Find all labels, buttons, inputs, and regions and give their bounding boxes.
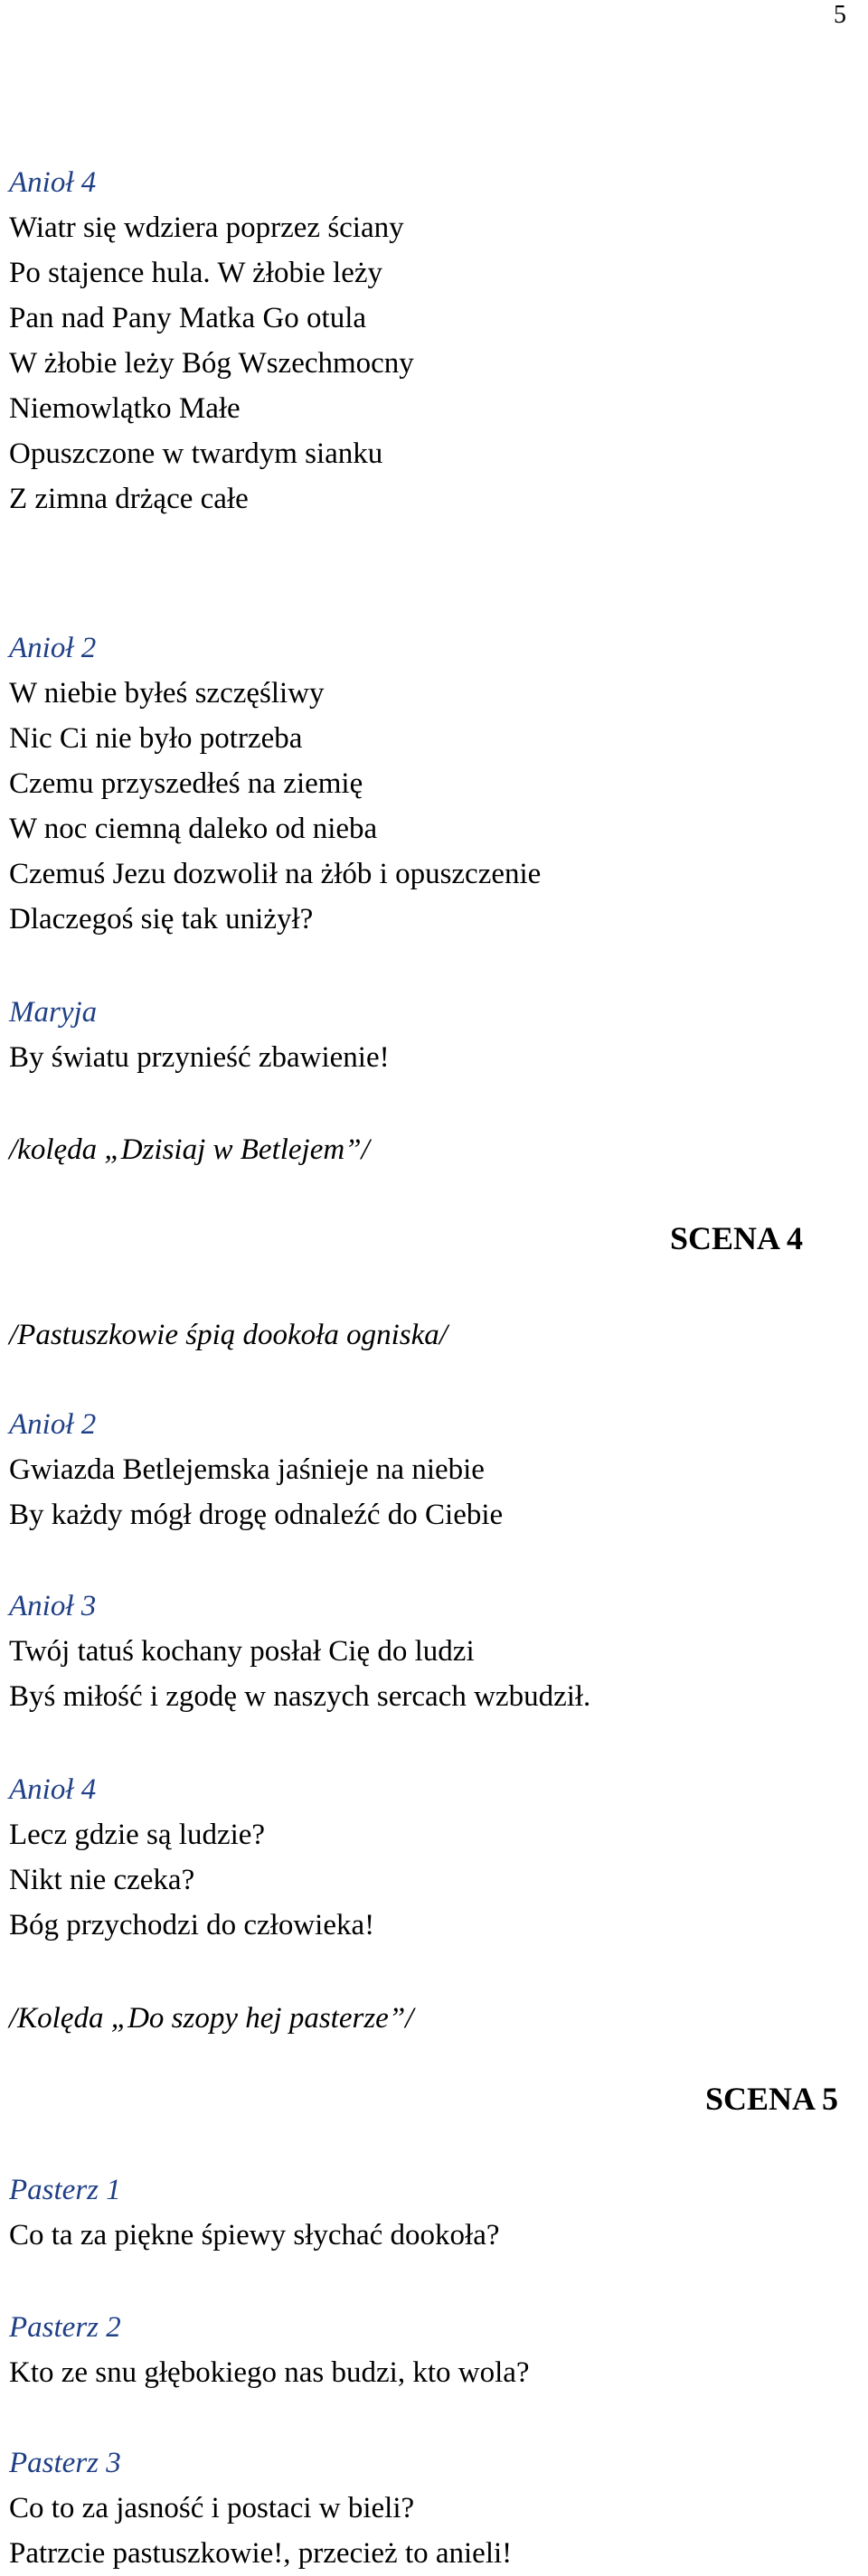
verse-line: Po stajence hula. W żłobie leży	[9, 257, 382, 289]
verse-line: Co ta za piękne śpiewy słychać dookoła?	[9, 2219, 500, 2252]
section-shepherd-1	[9, 2167, 859, 2258]
verse-line: W noc ciemną daleko od nieba	[9, 813, 378, 845]
verse-line: Patrzcie pastuszkowie!, przecież to anieli!	[9, 2537, 513, 2570]
speaker-name: Anioł 2	[9, 1408, 97, 1441]
carol-title: /Kolęda „Do szopy hej pasterze”/	[9, 2002, 414, 2035]
verse-line: Opuszczone w twardym sianku	[9, 437, 383, 470]
section-angel-2-heaven	[9, 625, 859, 942]
verse-line: W niebie byłeś szczęśliwy	[9, 677, 325, 710]
verse-line: Lecz gdzie są ludzie?	[9, 1819, 266, 1851]
verse-line: Bóg przychodzi do człowieka!	[9, 1909, 375, 1941]
speaker-name: Anioł 4	[9, 166, 97, 199]
verse-line: Dlaczegoś się tak uniżył?	[9, 903, 314, 935]
verse-line: Twój tatuś kochany posłał Cię do ludzi	[9, 1635, 475, 1668]
section-angel-2-star	[9, 1402, 859, 1537]
speaker-name: Anioł 2	[9, 632, 97, 664]
speaker-name: Maryja	[9, 996, 98, 1029]
stage-direction	[9, 1312, 859, 1358]
section-shepherd-3	[9, 2440, 859, 2576]
speaker-name: Pasterz 3	[9, 2447, 121, 2479]
verse-line: Niemowlątko Małe	[9, 392, 241, 425]
carol-direction	[9, 1127, 859, 1172]
carol-direction	[9, 1996, 859, 2041]
section-mary	[9, 990, 859, 1080]
verse-line: Z zimna drżące całe	[9, 483, 249, 515]
verse-line: By każdy mógł drogę odnaleźć do Ciebie	[9, 1499, 504, 1531]
verse-line: Nic Ci nie było potrzeba	[9, 722, 303, 755]
verse-line: Nikt nie czeka?	[9, 1864, 195, 1896]
verse-line: Byś miłość i zgodę w naszych sercach wzbudził.	[9, 1680, 591, 1713]
verse-line: Gwiazda Betlejemska jaśnieje na niebie	[9, 1453, 485, 1486]
section-angel-3	[9, 1584, 859, 1719]
verse-line: W żłobie leży Bóg Wszechmocny	[9, 347, 414, 380]
section-angel-4-people	[9, 1767, 859, 1948]
speaker-name: Anioł 3	[9, 1590, 97, 1622]
stage-direction-text: /Pastuszkowie śpią dookoła ogniska/	[9, 1319, 448, 1351]
speaker-name: Pasterz 2	[9, 2311, 121, 2344]
section-angel-4-wind	[9, 160, 859, 522]
verse-line: Czemuś Jezu dozwolił na żłób i opuszczenie	[9, 858, 542, 890]
scene-heading: SCENA 5	[705, 2081, 839, 2117]
page-number: 5	[834, 1, 846, 29]
verse-line: Co to za jasność i postaci w bieli?	[9, 2492, 415, 2524]
speaker-name: Pasterz 1	[9, 2174, 121, 2206]
verse-line: Pan nad Pany Matka Go otula	[9, 302, 367, 334]
scene-heading: SCENA 4	[670, 1220, 804, 1256]
speaker-name: Anioł 4	[9, 1773, 97, 1806]
verse-line: Czemu przyszedłeś na ziemię	[9, 767, 363, 800]
verse-line: Wiatr się wdziera poprzez ściany	[9, 212, 404, 244]
verse-line: Kto ze snu głębokiego nas budzi, kto wola?	[9, 2356, 530, 2389]
section-shepherd-2	[9, 2305, 859, 2395]
carol-title: /kolęda „Dzisiaj w Betlejem”/	[9, 1133, 370, 1166]
verse-line: By światu przynieść zbawienie!	[9, 1041, 390, 1074]
